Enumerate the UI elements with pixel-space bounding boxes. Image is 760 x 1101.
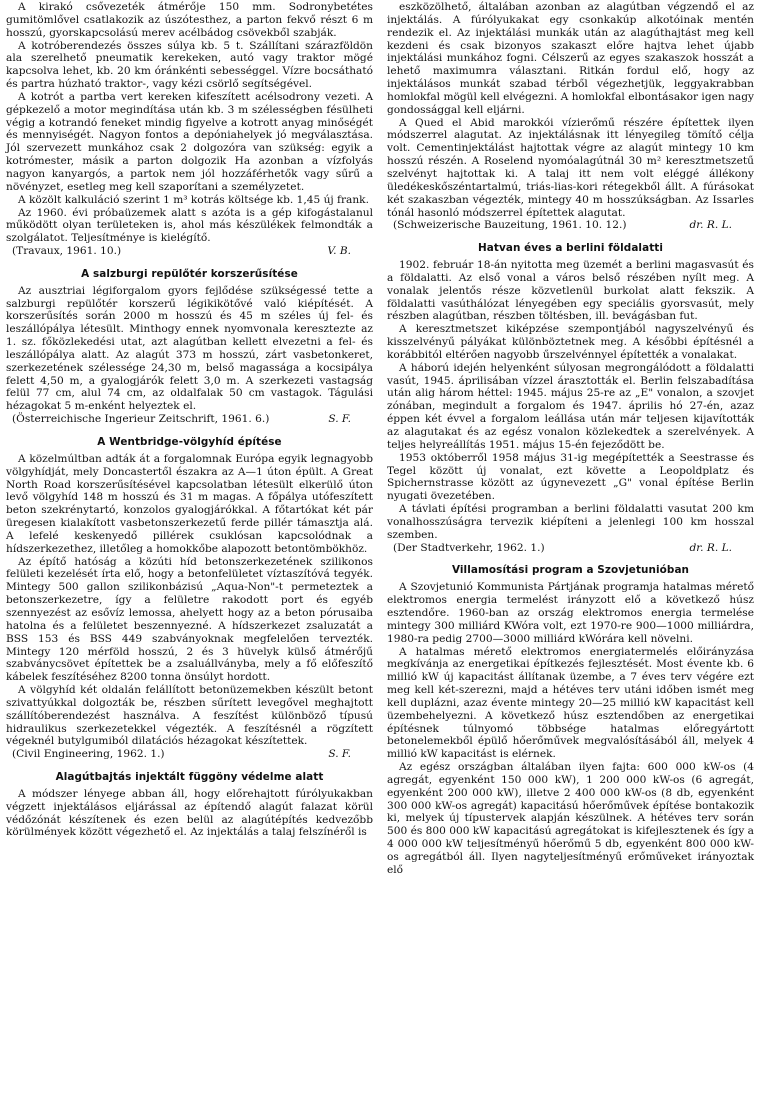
paragraph: A távlati építési programban a berlini földalatti vasutat 200 km vonalhosszúságra tervezik kiépíteni a jelenlegi 100 km hosszal szemben. bbox=[387, 503, 754, 541]
article-heading: A salzburgi repülőtér korszerűsítése bbox=[81, 267, 298, 280]
article-heading: Villamosítási program a Szovjetunióban bbox=[451, 564, 690, 577]
paragraph: A módszer lényege abban áll, hogy előrehajtott fúrólyukakban végzett injektálásos eljárással az építendő alagút falazat körül védőzónát készítenek és ezen belül az alagútépítés kedvezőbb körülmények között végezhető el. Az injektálás a talaj felszínéről is bbox=[6, 787, 373, 839]
source-text: (Schweizerische Bauzeitung, 1961. 10. 12.) bbox=[393, 219, 627, 232]
source-citation bbox=[387, 542, 754, 555]
author-signature: dr. R. L. bbox=[689, 541, 732, 554]
paragraph: A közölt kalkuláció szerint 1 m³ kotrás költsége kb. 1,45 új frank. bbox=[18, 193, 369, 206]
source-citation bbox=[6, 245, 373, 258]
paragraph: A kirakó csővezeték átmérője 150 mm. Sodronybetétes gumitömlővel csatlakozik az úszótesthez, a parton fekvő részt 6 m hosszú, gyorskapcsolású merev acélbádog csövekből szabják. bbox=[6, 1, 373, 39]
paragraph: 1902. február 18-án nyitotta meg üzemét a berlini magasvasút és a földalatti. Az első vonal a város belső részében nyílt meg. A vonalak jelentős része közvetlenül burkolat alatt fekszik. A földalatti vasúthálózat lényegében egy speciális gyorsvasút, mely részben alagútban, részben töltésben, ill. bevágásban fut. bbox=[387, 259, 754, 323]
source-text: (Civil Engineering, 1962. 1.) bbox=[12, 748, 165, 761]
paragraph: Az ausztriai légiforgalom gyors fejlődése szükségessé tette a salzburgi repülőtér korszerű légikikötővé való kiépítését. A korszerűsítés során 2000 m hosszú és 45 m széles új fel- és leszállópálya létesült. Minthogy ennek nyomvonala keresztezte az 1. sz. főközlekedési utat, azt alagútban kellett elvezetni a fel- és leszállópálya alatt. Az alagút 373 m hosszú, zárt vasbetonkeret, szerkezetének szélessége 24,30 m, belső magassága a kocsipálya felett 4,50 m, a gyalogjárók felett 3,0 m. A szerkezeti vastagság felül 77 cm, alul 74 cm, az oldalfalak 50 cm vastagok. Tágulási hézagokat 5 m-enként helyeztek el. bbox=[6, 284, 373, 413]
right-column bbox=[387, 1, 754, 1101]
paragraph: 1953 októberről 1958 május 31-ig megépítették a Seestrasse és Tegel között új vonalat, ezt követte a Leopoldplatz és Spichernstrasse között az úgynevezett „G" vonal építése Berlin nyugati övezetében. bbox=[387, 451, 754, 503]
source-citation bbox=[6, 413, 373, 426]
source-text: (Travaux, 1961. 10.) bbox=[12, 245, 122, 258]
left-column bbox=[6, 1, 373, 1101]
paragraph: A kotróberendezés összes súlya kb. 5 t. Szállítani szárazföldön ala szerelhető pneumatik kerekeken, autó vagy traktor mögé kapcsolva lehet, kb. 20 km óránkénti sebességgel. Vízre bocsátható és partra húzható traktor-, vagy kézi csörlő segítségével. bbox=[6, 39, 373, 91]
source-citation bbox=[387, 219, 754, 232]
author-signature: S. F. bbox=[328, 748, 351, 761]
paragraph: eszközölhető, általában azonban az alagútban végzendő el az injektálás. A fúrólyukakat egy csonkakúp alkotóinak mentén rendezik el. Az injektálási munkák után az alagúthajtást meg kell kezdeni és csak bizonyos szakaszt előre hajtva lehet újabb injektálási munkához fogni. Célszerű az egyes szakaszok hosszát a lehető maximumra választani. Ritkán fordul elő, hogy az injektálásos munkát szabad térből végezhetjük, leggyakrabban homlokfal mögül kell elvégezni. A homlokfal elbontásakor igen nagy gondossággal kell eljárni. bbox=[387, 1, 754, 116]
paragraph: A völgyhíd két oldalán felállított betonüzemekben készült betont szivattyúkkal dolgozták be, részben sűrített levegővel meghajtott szállítóberendezést használva. A feszítést különböző típusú hidraulikus szerkezetekkel végezték. A feszítésnél a rögzített végeknél butylgumiból dilatációs hézagokat készítettek. bbox=[6, 684, 373, 748]
paragraph: Az egész országban általában ilyen fajta: 600 000 kW-os (4 agregát, egyenként 150 000 kW), 1 200 000 kW-os (6 agregát, egyenként 200 000 kW), illetve 2 400 000 kW-os (8 db, egyenként 300 000 kW-os agregát) kapacitású hőerőművek építése bontakozik ki, melyek új típustervek alapján készülnek. A hétéves terv során 500 és 800 000 kW kapacitású agregátokat is kifejlesztenek és így a 4 000 000 kW teljesítményű hőerőmű 5 db, egyenként 800 000 kW-os agregátból áll. Ilyen nagyteljesítményű erőműveket irányoztak elő bbox=[387, 761, 754, 876]
paragraph: Az építő hatóság a közúti híd betonszerkezetének szilikonos felületi kezelését írta elő, hogy a betonfelületet víztaszítóvá tegyék. Mintegy 500 gallon szilikonbázisú „Aqua-Non"-t permeteztek a betonszerkezetre, így a felületre rakodott port és egyéb szennyezést az esővíz lemossa, ahelyett hogy az a beton pórusaiba hatolna és a felületet beszennyezné. A hídszerkezet zsaluzatát a BSS 153 és BSS 449 szabványoknak megfelelően tervezték. Mintegy 120 mérföld hosszú, 2 és 3 hüvelyk külső átmérőjű szabványcsövet építettek be a zsaluállványba, mely a fő előfeszítő kábelek feszítéséhez 8200 tonna önsúlyt hordott. bbox=[6, 555, 373, 684]
source-text: (Der Stadtverkehr, 1962. 1.) bbox=[393, 541, 545, 554]
author-signature: S. F. bbox=[328, 413, 351, 426]
paragraph: A keresztmetszet kiképzése szempontjából nagyszelvényű és kisszelvényű pályákat különböztetnek meg. A későbbi építésnél a korábbitól eltérően nagyobb űrszelvénnyel építették a vonalakat. bbox=[387, 323, 754, 361]
paragraph: A hatalmas mérető elektromos energiatermelés előirányzása megkívánja az energetikai építkezés fejlesztését. Most évente kb. 6 millió kW új kapacitást állítanak üzembe, a 7 éves terv végére ezt meg kell két-szerezni, majd a hétéves terv utáni időben ismét meg kell duplázni, azaz évente mintegy 20—25 millió kW kapacitást kell üzembehelyezni. A következő húsz esztendőben az energetikai építésnek túlnyomó többsége hatalmas előregyártott betonelemekből épülő hőerőművek megvalósításából áll, melyek 4 millió kW kapacitást is elérnek. bbox=[387, 645, 754, 761]
article-heading: A Wentbridge-völgyhíd építése bbox=[97, 436, 282, 448]
paragraph: A kotrót a partba vert kereken kifeszített acélsodrony vezeti. A gépkezelő a motor megindítása után kb. 3 m szélességben fésülheti végig a kotrandó feneket mindig figyelve a kotrott anyag minőségét és mennyiségét. Nagyon fontos a depóniahelyek jó megválasztása. Jól szervezett munkához csak 2 dolgozóra van szükség: egyik a kotrómester, másik a parton dolgozik Ha azonban a vízfolyás nagyon kanyargós, a partok nem jól hozzáférhetők vagy sűrű a növényzet, esetleg meg kell szaporítani a személyzetet. bbox=[6, 90, 373, 193]
source-citation bbox=[6, 748, 373, 761]
paragraph: Az 1960. évi próbaüzemek alatt s azóta is a gép kifogástalanul működött olyan területeken is, ahol más készülékek felmondták a szolgálatot. Teljesítménye is kielégítő. bbox=[6, 206, 373, 245]
source-text: (Österreichische Ingerieur Zeitschrift, 1961. 6.) bbox=[12, 413, 270, 426]
article-heading: Alagútbajtás injektált függöny védelme alatt bbox=[55, 771, 324, 784]
paragraph: A Qued el Abid marokkói vízierőmű részére építettek ilyen módszerrel alagutat. Az injektálásnak itt lényegileg tömítő célja volt. Cementinjektálást hajtottak végre az alagút mintegy 10 km hosszú részén. A Roselend nyomóalagútnál 30 m² keresztmetszetű szelvényt hajtottak ki. A talaj itt nem volt eléggé állékony üledékeskőszéntartalmú, triás-lias-kori rétegekből állt. A fúrásokat két szakaszban végezték, mintegy 40 m hosszúkságban. Az Issarles tónál hasonló módszerrel építettek alagutat. bbox=[387, 116, 754, 219]
paragraph: A közelmúltban adták át a forgalomnak Európa egyik legnagyobb völgyhídját, mely Doncastertől északra az A—1 úton épült. A Great North Road korszerűsítésével kapcsolatban létesült elkerülő úton levő völgyhíd 148 m hosszú és 31 m magas. A főpálya utófeszített beton szekrénytartó, konzolos gyalogjárókkal. A főtartókat két pár üregesen kialakított vasbetonszerkezetű ferde pillér támasztja alá. A lefelé keskenyedő pillérek csuklósan kapcsolódnak a hídszerkezethez, illetőleg a homokkőbe alapozott betontömbökhöz. bbox=[6, 452, 373, 555]
author-signature: dr. R. L. bbox=[689, 219, 732, 232]
author-signature: V. B. bbox=[327, 245, 351, 258]
paragraph: A Szovjetunió Kommunista Pártjának programja hatalmas mérető elektromos energia termelést irányzott elő a következő húsz esztendőre. 1960-ban az ország elektromos energia termelése mintegy 300 milliárd KWóra volt, ezt 1970-re 900—1000 milliárdra, 1980-ra pedig 2700—3000 milliárd kWórára kell növelni. bbox=[387, 581, 754, 645]
paragraph: A háború idején helyenként súlyosan megrongálódott a földalatti vasút, 1945. áprilisában vízzel árasztották el. Berlin felszabadítása után alig három héttel: 1945. május 25-re az „E" vonalon, a szovjet zónában, megindult a forgalom és 1947. április hó 27-én, azaz éppen két évvel a forgalom leállása után már teljesen kijavították az alagutakat és az egész vonalon közlekedtek a szerelvények. A teljes helyreállítás 1951. május 15-én fejeződött be. bbox=[387, 361, 754, 451]
article-heading: Hatvan éves a berlini földalatti bbox=[477, 242, 664, 255]
